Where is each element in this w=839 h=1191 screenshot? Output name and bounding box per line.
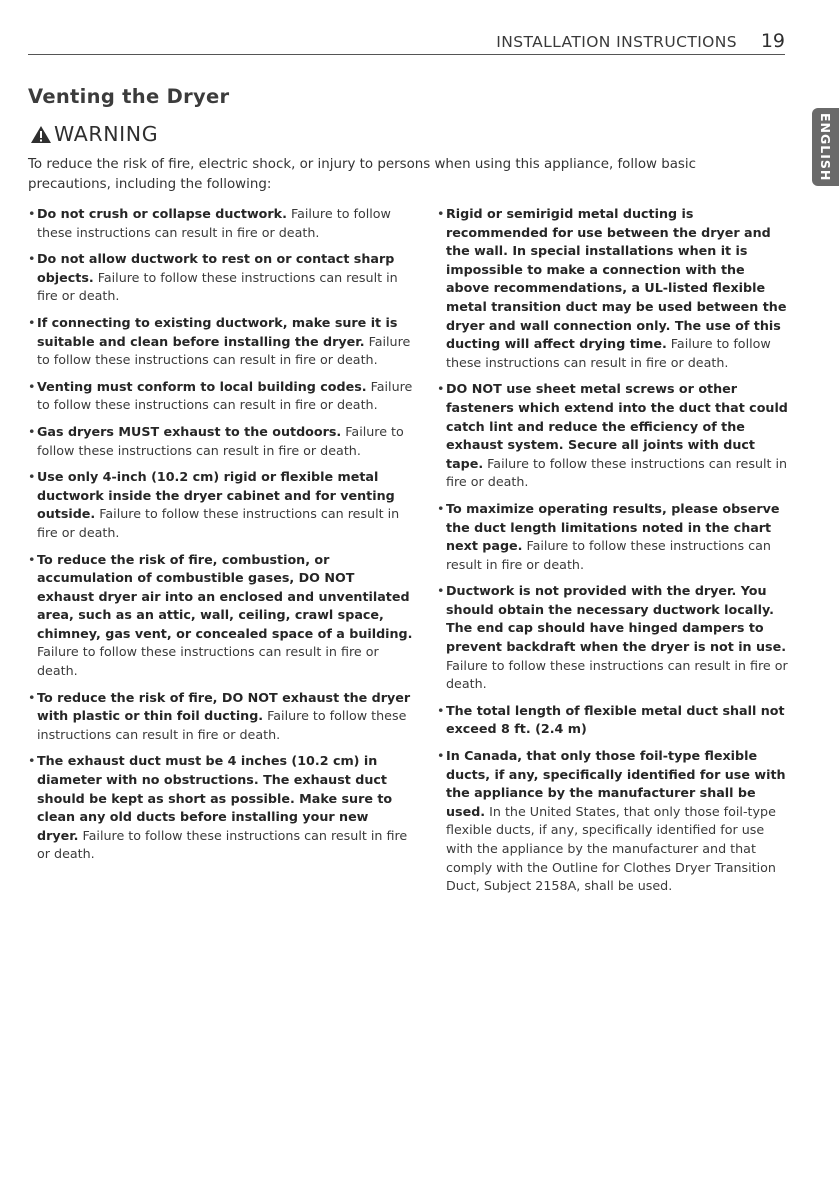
warning-item-text: Failure to follow these instructions can result in fire or death. <box>37 644 379 679</box>
warning-item-text: Failure to follow these instructions can result in fire or death. <box>37 206 391 240</box>
warning-triangle-icon <box>30 125 52 144</box>
page-number: 19 <box>760 30 785 52</box>
warning-item-bold: To reduce the risk of fire, DO NOT exhaust the dryer with plastic or thin foil ducting. <box>37 689 411 724</box>
warning-item <box>28 314 414 370</box>
warning-item-bold: Venting must conform to local building codes. <box>37 378 367 394</box>
warning-item-bold: Use only 4-inch (10.2 cm) rigid or flexible metal ductwork inside the dryer cabinet and for venting outside. <box>37 469 395 522</box>
warning-item <box>28 689 414 745</box>
warning-item <box>28 205 414 242</box>
warning-item-bold: The exhaust duct must be 4 inches (10.2 cm) in diameter with no obstructions. The exhaust duct should be kept as short as possible. Make sure to clean any old ducts before installing your new dryer. <box>37 753 393 843</box>
warning-item <box>28 468 414 542</box>
warning-item <box>28 423 414 460</box>
warning-item <box>437 582 789 694</box>
bullet-icon: • <box>437 206 445 221</box>
warning-item-text: Failure to follow these instructions can result in fire or death. <box>37 378 413 413</box>
warning-item-bold: In Canada, that only those foil-type flexible ducts, if any, specifically identified for use with the appliance by the manufacturer shall be used. <box>446 748 786 819</box>
warning-item <box>437 747 789 896</box>
bullet-icon: • <box>437 748 445 764</box>
warning-label: WARNING <box>54 122 159 146</box>
warning-item-bold: Do not allow ductwork to rest on or contact sharp objects. <box>37 251 395 285</box>
bullet-icon: • <box>28 469 36 485</box>
warning-item-text: Failure to follow these instructions can result in fire or death. <box>37 269 398 304</box>
warning-item-text: Failure to follow these instructions can result in fire or death. <box>446 657 788 692</box>
warning-item-bold: Do not crush or collapse ductwork. <box>37 206 287 221</box>
warning-item <box>437 702 789 739</box>
warning-item <box>28 752 414 864</box>
bullet-icon: • <box>28 378 36 394</box>
bullet-icon: • <box>28 689 36 705</box>
bullet-icon: • <box>437 702 445 718</box>
warning-item <box>437 500 789 574</box>
bullet-icon: • <box>28 251 36 267</box>
language-tab[interactable] <box>812 108 839 186</box>
warning-item <box>28 551 414 681</box>
warning-item <box>28 378 414 415</box>
warning-item-bold: To reduce the risk of fire, combustion, or accumulation of combustible gases, DO NOT exhaust dryer air into an enclosed and unventilated area, such as an attic, wall, ceiling, crawl space, chimney, gas vent, or concealed space of a building. <box>37 551 413 641</box>
bullet-icon: • <box>437 500 445 516</box>
bullet-icon: • <box>28 206 36 221</box>
bullet-icon: • <box>437 583 445 599</box>
language-tab-label: ENGLISH <box>818 112 833 182</box>
warning-item-bold: Ductwork is not provided with the dryer. You should obtain the necessary ductwork locally. The end cap should have hinged dampers to prevent backdraft when the dryer is not in use. <box>446 583 787 655</box>
warning-intro: To reduce the risk of fire, electric shock, or injury to persons when using this appliance, follow basic precautions, including the following: <box>28 157 696 192</box>
warning-item-bold: To maximize operating results, please observe the duct length limitations noted in the chart next page. <box>446 500 780 554</box>
section-title: Venting the Dryer <box>28 85 230 108</box>
warning-item-bold: If connecting to existing ductwork, make sure it is suitable and clean before installing the dryer. <box>37 314 398 349</box>
warning-item-bold: DO NOT use sheet metal screws or other fasteners which extend into the duct that could catch lint and reduce the efficiency of the exhaust system. Secure all joints with duct tape. <box>446 381 788 471</box>
warning-item-text: Failure to follow these instructions can result in fire or death. <box>446 455 788 490</box>
warning-item <box>437 380 789 492</box>
page-header <box>28 30 785 55</box>
warning-item-text: Failure to follow these instructions can result in fire or death. <box>37 506 400 540</box>
header-title: INSTALLATION INSTRUCTIONS <box>496 33 737 51</box>
warning-item-text: Failure to follow these instructions can result in fire or death. <box>37 708 407 742</box>
right-column <box>437 205 789 904</box>
bullet-icon: • <box>437 381 445 397</box>
bullet-icon: • <box>28 551 36 567</box>
bullet-icon: • <box>28 753 36 769</box>
warning-item-bold: Gas dryers MUST exhaust to the outdoors. <box>37 423 342 439</box>
warning-item-text: Failure to follow these instructions can result in fire or death. <box>446 538 771 572</box>
warning-item-text: Failure to follow these instructions can result in fire or death. <box>37 333 411 368</box>
bullet-icon: • <box>28 314 36 330</box>
bullet-icon: • <box>28 423 36 439</box>
warning-item <box>437 205 789 372</box>
warning-item-text: Failure to follow these instructions can result in fire or death. <box>446 336 771 370</box>
warning-item-bold: Rigid or semirigid metal ducting is recommended for use between the dryer and the wall. In special installations when it is impossible to make a connection with the above recommendations, a UL-listed flexible metal transition duct may be used between the dryer and wall connection only. The use of this ducting will affect drying time. <box>446 206 787 352</box>
warning-item-text: Failure to follow these instructions can result in fire or death. <box>37 827 408 862</box>
warning-item-text: Failure to follow these instructions can result in fire or death. <box>37 423 404 458</box>
left-column <box>28 205 414 872</box>
warning-item-text: In the United States, that only those foil-type flexible ducts, if any, specifically identified for use with the appliance by the manufacturer and that comply with the Outline for Clothes Dryer Transition Duct, Subject 2158A, shall be used. <box>446 803 776 894</box>
warning-heading <box>30 122 158 146</box>
warning-item <box>28 250 414 306</box>
warning-item-bold: The total length of flexible metal duct shall not exceed 8 ft. (2.4 m) <box>446 702 785 737</box>
